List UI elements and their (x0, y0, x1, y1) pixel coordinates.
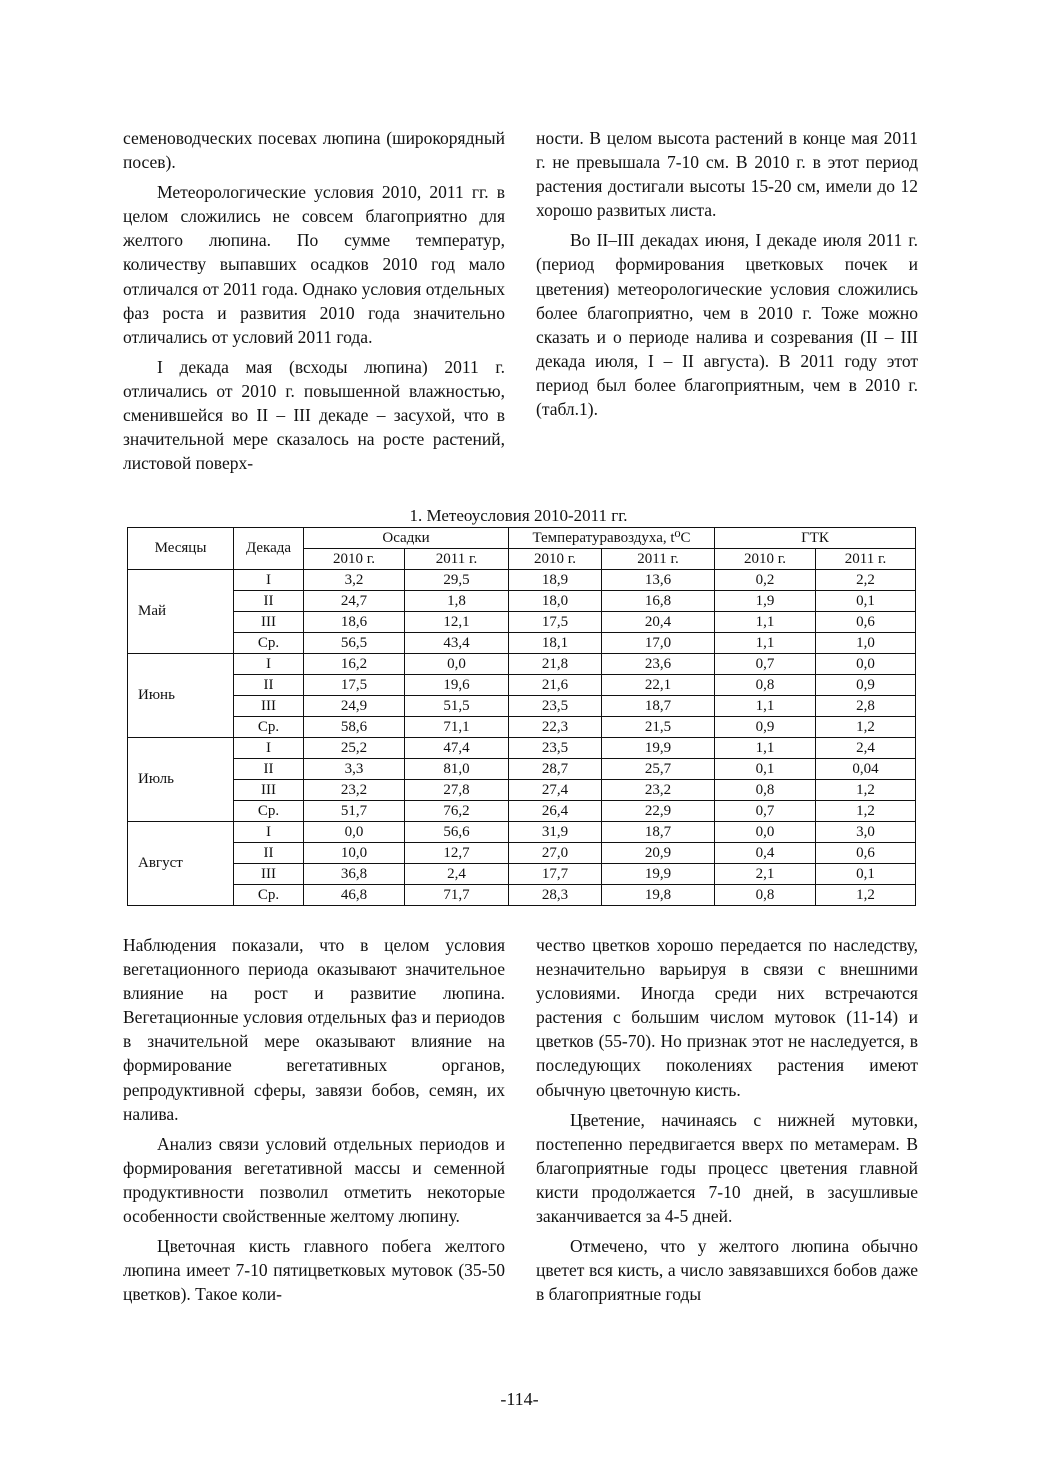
table-row (128, 612, 916, 633)
value-cell: 43,4 (405, 633, 509, 654)
value-cell: 1,2 (816, 717, 916, 738)
value-cell: 0,6 (816, 843, 916, 864)
value-cell: 0,2 (715, 570, 816, 591)
value-cell: 71,1 (405, 717, 509, 738)
value-cell: 46,8 (304, 885, 405, 906)
value-cell: 0,7 (715, 654, 816, 675)
table-row (128, 759, 916, 780)
value-cell: 2,2 (816, 570, 916, 591)
value-cell: 31,9 (509, 822, 602, 843)
value-cell: 0,8 (715, 885, 816, 906)
decade-cell: III (234, 780, 304, 801)
paragraph: Анализ связи условий отдельных периодов и формирования вегетативной массы и семенной продуктивности позволил отметить некоторые особенности свойственные желтому люпину. (123, 1133, 505, 1227)
value-cell: 18,1 (509, 633, 602, 654)
value-cell: 0,4 (715, 843, 816, 864)
paragraph: Метеорологические условия 2010, 2011 гг. в целом сложились не совсем благоприятно для желтого люпина. По сумме температур, количеству выпавших осадков 2010 год мало отличался от 2011 года. Однако условия отдельных фаз роста и развития 2010 года значительно отличались от условий 2011 года. (123, 182, 505, 347)
table-caption: 1. Метеоусловия 2010-2011 гг. (409, 506, 628, 525)
value-cell: 29,5 (405, 570, 509, 591)
month-cell: Июнь (128, 654, 234, 738)
decade-cell: I (234, 570, 304, 591)
text-column-top-left (123, 126, 505, 481)
header-year: 2011 г. (602, 549, 715, 570)
value-cell: 23,2 (602, 780, 715, 801)
table-row (128, 864, 916, 885)
paragraph: Во II–III декадах июня, I декаде июля 2011 г. (период формирования цветковых почек и цветения) метеорологические условия сложились более благоприятно, чем в 2010 г. Тоже можно сказать и о периоде налива и созревания (II – III декада июля, I – II августа). В 2011 году этот период был более благоприятным, чем в 2010 г. (табл.1). (536, 230, 918, 420)
value-cell: 17,0 (602, 633, 715, 654)
value-cell: 0,0 (304, 822, 405, 843)
value-cell: 19,8 (602, 885, 715, 906)
value-cell: 27,0 (509, 843, 602, 864)
header-year: 2010 г. (715, 549, 816, 570)
value-cell: 22,1 (602, 675, 715, 696)
value-cell: 56,5 (304, 633, 405, 654)
month-cell: Май (128, 570, 234, 654)
value-cell: 12,7 (405, 843, 509, 864)
table-row (128, 822, 916, 843)
value-cell: 18,7 (602, 822, 715, 843)
decade-cell: Ср. (234, 801, 304, 822)
page-number: -114- (500, 1389, 539, 1409)
value-cell: 16,8 (602, 591, 715, 612)
decade-cell: II (234, 675, 304, 696)
decade-cell: I (234, 654, 304, 675)
decade-cell: III (234, 612, 304, 633)
value-cell: 1,1 (715, 612, 816, 633)
value-cell: 3,0 (816, 822, 916, 843)
header-year: 2011 г. (405, 549, 509, 570)
value-cell: 23,2 (304, 780, 405, 801)
value-cell: 18,9 (509, 570, 602, 591)
value-cell: 0,0 (405, 654, 509, 675)
header-temperature: Температуравоздуха, t⁰C (509, 528, 715, 549)
text-column-bottom-left (123, 933, 505, 1312)
value-cell: 27,8 (405, 780, 509, 801)
value-cell: 22,3 (509, 717, 602, 738)
decade-cell: III (234, 864, 304, 885)
value-cell: 17,5 (304, 675, 405, 696)
text-column-bottom-right (536, 933, 918, 1312)
value-cell: 58,6 (304, 717, 405, 738)
value-cell: 0,6 (816, 612, 916, 633)
value-cell: 18,0 (509, 591, 602, 612)
value-cell: 71,7 (405, 885, 509, 906)
table-row (128, 675, 916, 696)
header-decade: Декада (234, 528, 304, 570)
value-cell: 1,1 (715, 738, 816, 759)
value-cell: 1,1 (715, 633, 816, 654)
value-cell: 0,7 (715, 801, 816, 822)
value-cell: 81,0 (405, 759, 509, 780)
value-cell: 0,1 (816, 864, 916, 885)
paragraph: Цветочная кисть главного побега желтого люпина имеет 7-10 пятицветковых мутовок (35-50 цветков). Такое коли- (123, 1236, 505, 1305)
value-cell: 0,9 (816, 675, 916, 696)
header-year: 2011 г. (816, 549, 916, 570)
value-cell: 51,7 (304, 801, 405, 822)
value-cell: 16,2 (304, 654, 405, 675)
value-cell: 0,1 (715, 759, 816, 780)
value-cell: 3,2 (304, 570, 405, 591)
table-row (128, 696, 916, 717)
value-cell: 18,7 (602, 696, 715, 717)
paragraph: I декада мая (всходы люпина) 2011 г. отличались от 2010 г. повышенной влажностью, сменившейся во II – III декаде – засухой, что в значительной мере сказалось на росте растений, листовой поверх- (123, 356, 505, 474)
decade-cell: I (234, 738, 304, 759)
value-cell: 0,8 (715, 780, 816, 801)
value-cell: 28,7 (509, 759, 602, 780)
value-cell: 20,4 (602, 612, 715, 633)
value-cell: 0,0 (715, 822, 816, 843)
value-cell: 24,9 (304, 696, 405, 717)
text-column-top-right (536, 126, 918, 427)
value-cell: 2,4 (405, 864, 509, 885)
value-cell: 1,0 (816, 633, 916, 654)
value-cell: 27,4 (509, 780, 602, 801)
value-cell: 19,6 (405, 675, 509, 696)
value-cell: 21,6 (509, 675, 602, 696)
value-cell: 22,9 (602, 801, 715, 822)
value-cell: 47,4 (405, 738, 509, 759)
value-cell: 19,9 (602, 738, 715, 759)
value-cell: 1,1 (715, 696, 816, 717)
value-cell: 2,1 (715, 864, 816, 885)
value-cell: 0,0 (816, 654, 916, 675)
value-cell: 76,2 (405, 801, 509, 822)
decade-cell: III (234, 696, 304, 717)
table-row (128, 780, 916, 801)
value-cell: 25,2 (304, 738, 405, 759)
value-cell: 23,5 (509, 738, 602, 759)
table-body (128, 570, 916, 906)
table-row (128, 885, 916, 906)
decade-cell: II (234, 591, 304, 612)
value-cell: 0,8 (715, 675, 816, 696)
value-cell: 2,4 (816, 738, 916, 759)
value-cell: 36,8 (304, 864, 405, 885)
decade-cell: Ср. (234, 633, 304, 654)
month-cell: Июль (128, 738, 234, 822)
decade-cell: I (234, 822, 304, 843)
value-cell: 1,2 (816, 780, 916, 801)
value-cell: 21,5 (602, 717, 715, 738)
paragraph: чество цветков хорошо передается по наследству, незначительно варьируя в связи с внешними условиями. Иногда среди них встречаются растения с большим числом мутовок (11-14) и цветков (55-70). Но признак этот не наследуется, в последующих поколениях растения имеют обычную цветочную кисть. (536, 935, 918, 1100)
value-cell: 17,5 (509, 612, 602, 633)
value-cell: 1,2 (816, 801, 916, 822)
value-cell: 25,7 (602, 759, 715, 780)
decade-cell: Ср. (234, 717, 304, 738)
header-month: Месяцы (128, 528, 234, 570)
table-row (128, 843, 916, 864)
value-cell: 24,7 (304, 591, 405, 612)
value-cell: 10,0 (304, 843, 405, 864)
value-cell: 12,1 (405, 612, 509, 633)
value-cell: 1,8 (405, 591, 509, 612)
header-year: 2010 г. (509, 549, 602, 570)
value-cell: 17,7 (509, 864, 602, 885)
value-cell: 0,1 (816, 591, 916, 612)
decade-cell: Ср. (234, 885, 304, 906)
value-cell: 0,9 (715, 717, 816, 738)
paragraph: Отмечено, что у желтого люпина обычно цветет вся кисть, а число завязавшихся бобов даже в благоприятные годы (536, 1236, 918, 1305)
paragraph: Наблюдения показали, что в целом условия вегетационного периода оказывают значительное влияние на рост и развитие люпина. Вегетационные условия отдельных фаз и периодов в значительной мере оказывают влияние на формирование вегетативных органов, репродуктивной сферы, завязи бобов, семян, их налива. (123, 935, 505, 1124)
value-cell: 0,04 (816, 759, 916, 780)
header-precipitation: Осадки (304, 528, 509, 549)
paragraph: ности. В целом высота растений в конце мая 2011 г. не превышала 7-10 см. В 2010 г. в этот период растения достигали высоты 15-20 см, имели до 12 хорошо развитых листа. (536, 128, 918, 221)
table-row (128, 738, 916, 759)
value-cell: 56,6 (405, 822, 509, 843)
meteo-table (127, 527, 916, 906)
table-row (128, 633, 916, 654)
paragraph: семеноводческих посевах люпина (широкорядный посев). (123, 128, 505, 173)
table-row (128, 801, 916, 822)
value-cell: 28,3 (509, 885, 602, 906)
value-cell: 13,6 (602, 570, 715, 591)
decade-cell: II (234, 843, 304, 864)
value-cell: 23,6 (602, 654, 715, 675)
header-year: 2010 г. (304, 549, 405, 570)
value-cell: 1,2 (816, 885, 916, 906)
value-cell: 19,9 (602, 864, 715, 885)
header-gtk: ГТК (715, 528, 916, 549)
value-cell: 20,9 (602, 843, 715, 864)
table-row (128, 717, 916, 738)
value-cell: 3,3 (304, 759, 405, 780)
value-cell: 2,8 (816, 696, 916, 717)
table-row (128, 591, 916, 612)
value-cell: 26,4 (509, 801, 602, 822)
value-cell: 23,5 (509, 696, 602, 717)
table-row (128, 654, 916, 675)
month-cell: Август (128, 822, 234, 906)
value-cell: 21,8 (509, 654, 602, 675)
value-cell: 51,5 (405, 696, 509, 717)
decade-cell: II (234, 759, 304, 780)
paragraph: Цветение, начинаясь с нижней мутовки, постепенно передвигается вверх по метамерам. В благоприятные годы процесс цветения главной кисти продолжается 7-10 дней, в засушливые заканчивается за 4-5 дней. (536, 1109, 918, 1227)
table-row (128, 570, 916, 591)
value-cell: 18,6 (304, 612, 405, 633)
value-cell: 1,9 (715, 591, 816, 612)
